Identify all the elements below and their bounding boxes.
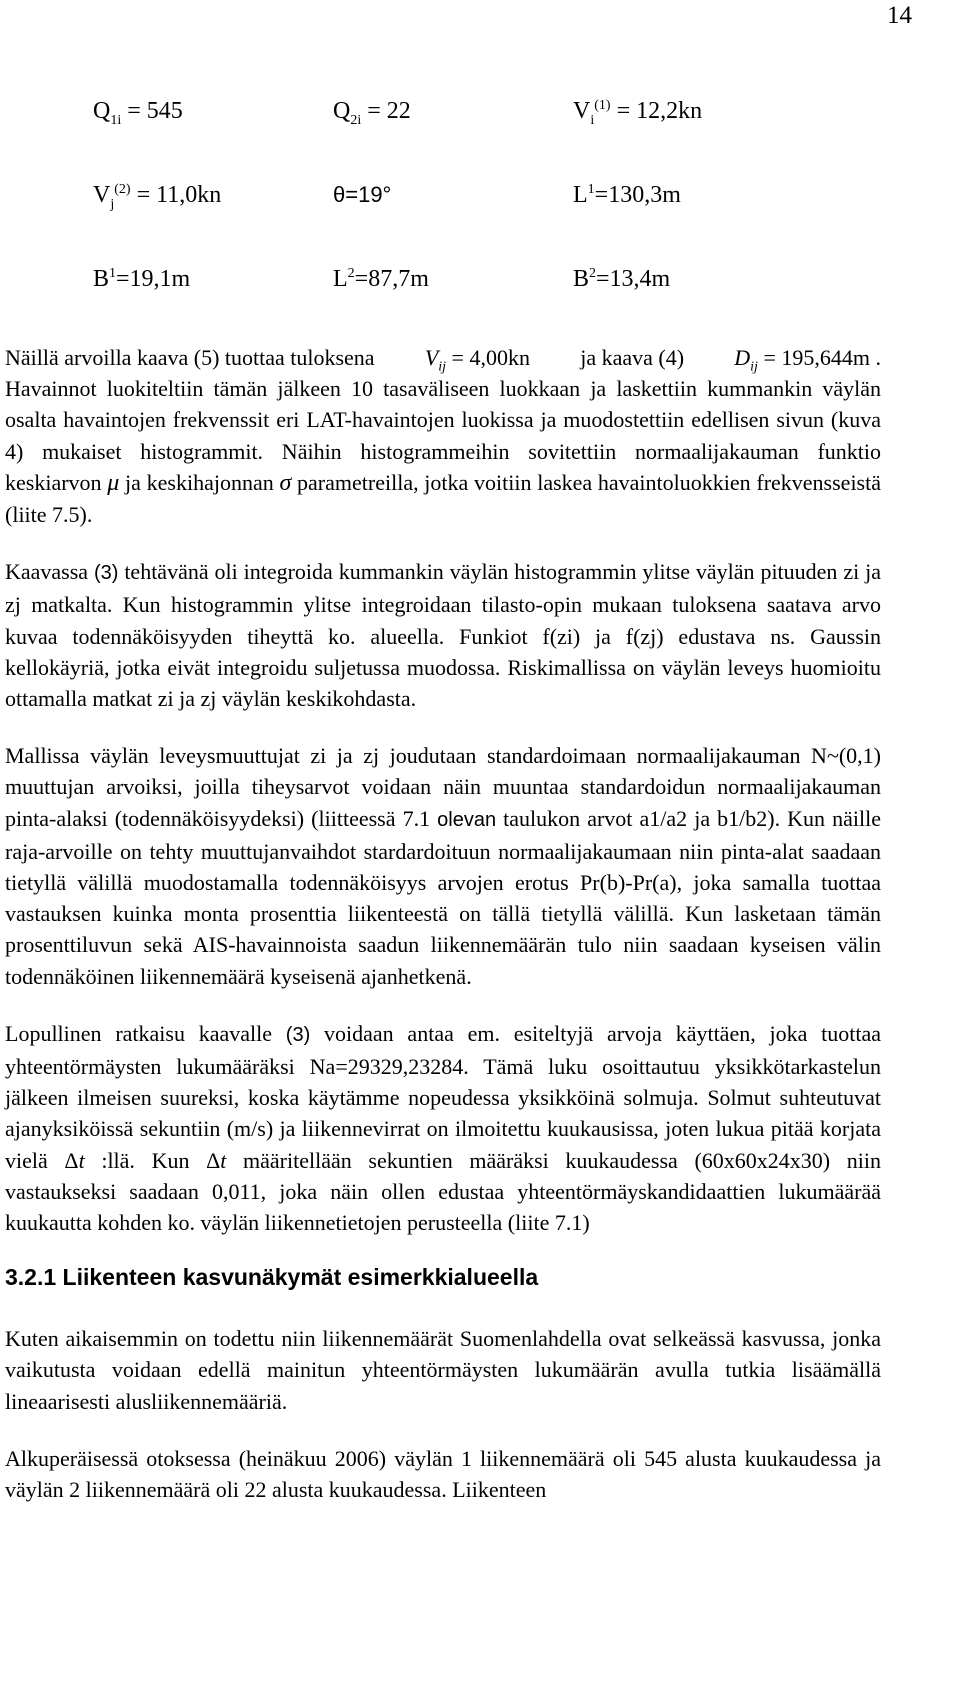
paragraph-growth: Kuten aikaisemmin on todettu niin liikennemäärät Suomenlahdella ovat selkeässä kasvussa, jonka vaikutusta voidaan edellä mainitun yhteentörmäysten lukumäärän avulla tutkia lisäämällä lineaarisesti alusliikennemääriä. (5, 1326, 881, 1414)
value-l2: $L^2=87,7m$ (333, 266, 429, 292)
page-number: 14 (887, 2, 912, 29)
paragraph-sample: Alkuperäisessä otoksessa (heinäkuu 2006) väylän 1 liikennemäärä oli 545 alusta kuukaudessa ja väylän 2 liikennemäärä oli 22 alusta kuukaudessa. Liikenteen (5, 1445, 881, 1503)
paragraph-solution: Lopullinen ratkaisu kaavalle (3) voidaan antaa em. esiteltyjä arvoja käyttäen, joka tuottaa yhteentörmäysten lukumääräksi Na=29329,23284. Tämä luku osoittautuu yksikkötarkastelun jälkeen ilmeisen suureksi, koska käytämme nopeudessa yksikköinä solmuja. Solmut suhteutuvat ajanyksiköissä sekuntiin (m/s) ja liikennevirrat on ilmoitettu kuukausissa, joten lukua pitää korjata vielä Δt :llä. Kun Δt määritellään sekuntien määräksi kuukaudessa (60x60x24x30) niin vastaukseksi saadaan 0,011, joka näin ollen edustaa yhteentörmäyskandidaattien lukumäärää kuukautta kohden ko. väylän liikennetietojen perusteella (liite 7.1) (5, 1020, 882, 1236)
formula-dij: $D_{ij} = 195,644m$ . (734, 345, 881, 375)
section-heading: 3.2.1 Liikenteen kasvunäkymät esimerkkialueella (5, 1264, 539, 1291)
body-text (5, 342, 881, 1531)
result-line: Näillä arvoilla kaava (5) tuottaa tuloksena $V_{ij} = 4,00kn$ ja kaava (4) $D_{ij} = 195,644m$ . (5, 342, 881, 373)
value-theta: θ=19° (333, 182, 392, 207)
mu-symbol: μ (107, 469, 120, 496)
formula-vij: $V_{ij} = 4,00kn$ (424, 345, 530, 375)
delta-t-symbol: Δt (64, 1147, 85, 1173)
value-q1: $Q_{1i} = 545$ (93, 98, 183, 128)
delta-t-symbol-2: Δt (206, 1147, 227, 1173)
paragraph-results (5, 342, 881, 530)
paragraph-histograms: Havainnot luokiteltiin tämän jälkeen 10 tasaväliseen luokkaan ja laskettiin kummankin väylän osalta havaintojen frekvenssit eri LAT-havaintojen luokissa ja muodostettiin edellisen sivun (kuva 4) mukaiset histogrammit. Näihin histogrammeihin sovitettiin normaalijakauman funktio keskiarvon μ ja keskihajonnan σ parametreilla, jotka voitiin laskea havaintoluokkien frekvensseistä (liite 7.5). (5, 376, 881, 528)
value-vj: $V_j^{(2)} = 11,0kn$ (93, 182, 222, 212)
sigma-symbol: σ (279, 469, 292, 496)
value-b1: $B^1=19,1m$ (93, 266, 191, 292)
value-b2: $B^2=13,4m$ (573, 266, 671, 292)
value-l1: $L^1=130,3m$ (573, 182, 681, 208)
value-q2: $Q_{2i} = 22$ (333, 98, 411, 128)
paragraph-standardization: Mallissa väylän leveysmuuttujat zi ja zj joudutaan standardoimaan normaalijakauman N~(0,1) muuttujan arvoiksi, joilla tiheysarvot voidaan näin muuntaa standardoidun normaalijakauman pinta-alaksi (todennäköisyydeksi) (liitteessä 7.1 olevan taulukon arvot a1/a2 ja b1/b2). Kun näille raja-arvoille on tehty muuttujanvaihdot stardardoituun normaalijakaumaan niin pinta-alat saadaan tietyllä välillä muodostamalla todennäköisyys arvojen erotus Pr(b)-Pr(a), joka samalla tuottaa vastauksen kuinka monta prosenttia liikenteestä on tällä tietyllä välillä. Kun lasketaan tämän prosenttiluvun sekä AIS-havainnoista saadun liikennemäärän tulo niin saadaan kyseisen välin todennäköinen liikennemäärä kyseisenä ajanhetkenä. (5, 743, 881, 989)
paragraph-integration: Kaavassa (3) tehtävänä oli integroida kummankin väylän histogrammin ylitse väylän pituuden zi ja zj matkalta. Kun histogrammin ylitse integroidaan tilasto-opin mukaan tuloksena saatava arvo kuvaa todennäköisyyden tiheyttä ko. alueella. Funkiot f(zi) ja f(zj) edustava ns. Gaussin kellokäyriä, jotka eivät integroidu suljetussa muodossa. Riskimallissa on väylän leveys huomioitu ottamalla matkat zi ja zj väylän keskikohdasta. (5, 559, 881, 712)
value-vi: $V_i^{(1)} = 12,2kn$ (573, 98, 703, 128)
